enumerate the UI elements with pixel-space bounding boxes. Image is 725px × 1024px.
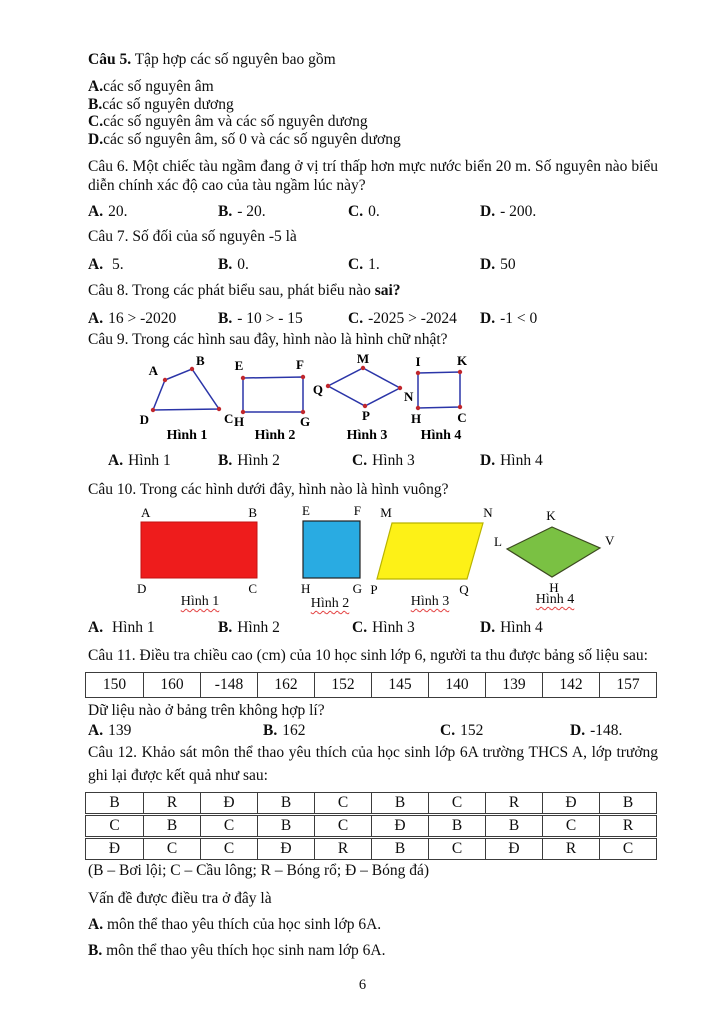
- question-5-text: Tập hợp các số nguyên bao gồm: [134, 51, 336, 68]
- figure-caption: Hình 3: [346, 428, 388, 443]
- question-6-options: [88, 202, 658, 221]
- vertex-label: N: [404, 389, 414, 404]
- vertex-label: E: [302, 505, 310, 518]
- option-text: Hình 1: [111, 619, 155, 636]
- question-9-text: Trong các hình sau đây, hình nào là hình chữ nhật?: [132, 331, 448, 348]
- vertex-label: F: [296, 357, 304, 372]
- vertex-label: G: [299, 414, 311, 429]
- vertex-label: C: [224, 411, 234, 426]
- option-letter: C.: [348, 203, 364, 220]
- option-letter: C.: [88, 113, 104, 130]
- vertex-label: H: [410, 411, 422, 426]
- table-cell: C: [109, 817, 120, 834]
- page-number: 6: [358, 977, 367, 993]
- option-b: [88, 941, 658, 960]
- table-cell: B: [257, 793, 314, 813]
- table-cell: B: [485, 816, 542, 836]
- height-data-table: [85, 672, 657, 698]
- option-a: [88, 915, 658, 934]
- question-5-options: [88, 78, 658, 148]
- option-text: môn thể thao yêu thích của học sinh lớp 6A.: [106, 916, 382, 933]
- table-cell: C: [314, 816, 371, 836]
- table-cell: C: [200, 839, 257, 859]
- option-c: [352, 451, 480, 470]
- figure-green-rhombus: [494, 508, 615, 595]
- vertex-label: P: [370, 582, 378, 597]
- option-a: [88, 202, 218, 221]
- option-text: Hình 2: [237, 452, 280, 469]
- option-d: [480, 618, 658, 637]
- vertex-label: L: [494, 534, 502, 549]
- option-letter: B.: [218, 310, 233, 327]
- table-cell: Đ: [485, 839, 542, 859]
- option-letter: A.: [88, 256, 104, 273]
- figure-rhombus: [313, 353, 414, 443]
- option-letter: D.: [480, 619, 496, 636]
- table-cell: C: [143, 839, 200, 859]
- table-cell: 145: [371, 673, 428, 697]
- table-cell: C: [314, 793, 371, 813]
- vertex-label: Q: [459, 582, 469, 597]
- figure-caption: Hình 4: [420, 428, 462, 443]
- question-7: [88, 227, 658, 246]
- table-cell: B: [257, 816, 314, 836]
- question-12-label: Câu 12.: [88, 744, 137, 761]
- table-cell: C: [428, 793, 485, 813]
- option-letter: B.: [88, 95, 103, 113]
- table-cell: 142: [542, 673, 599, 697]
- option-c: [348, 309, 480, 328]
- vertex-label: N: [483, 505, 493, 520]
- sport-survey-row-1: [85, 792, 657, 814]
- option-b: [218, 451, 352, 470]
- option-text: 152: [460, 722, 484, 739]
- option-letter: C.: [440, 722, 456, 739]
- question-11-options: [88, 721, 658, 740]
- question-9-options: [88, 451, 678, 470]
- option-text: các số nguyên âm và các số nguyên dương: [103, 113, 368, 130]
- option-text: Hình 4: [500, 619, 543, 636]
- table-cell: Đ: [371, 816, 428, 836]
- option-a: [108, 451, 218, 470]
- vertex-label: H: [233, 414, 245, 429]
- table-cell: 139: [485, 673, 542, 697]
- question-11: [88, 646, 658, 665]
- question-11-label: Câu 11.: [88, 647, 136, 664]
- option-letter: B.: [218, 619, 233, 636]
- option-a: [88, 618, 218, 637]
- option-text: các số nguyên âm: [103, 78, 214, 95]
- question-8-label: Câu 8.: [88, 282, 129, 299]
- option-a: [88, 255, 218, 274]
- figure-yellow-parallelogram: [370, 505, 493, 597]
- option-a: [88, 309, 218, 328]
- option-d: [480, 202, 658, 221]
- option-text: các số nguyên âm, số 0 và các số nguyên dương: [103, 130, 401, 148]
- option-letter: A.: [88, 619, 104, 636]
- option-b: [218, 309, 348, 328]
- table-cell: C: [200, 816, 257, 836]
- vertex-label: A: [148, 363, 158, 378]
- option-a: [88, 78, 658, 96]
- option-text: 16 > -2020: [108, 310, 177, 327]
- table-cell: B: [371, 839, 428, 859]
- figure-rectangle: [234, 357, 310, 443]
- figure-caption: Hình 1: [180, 594, 220, 609]
- option-letter: A.: [108, 452, 124, 469]
- option-letter: B.: [263, 722, 278, 739]
- option-letter: D.: [480, 256, 496, 273]
- option-text: -2025 > -2024: [368, 310, 457, 327]
- option-text: - 20.: [237, 203, 266, 220]
- vertex-label: F: [353, 505, 361, 518]
- vertex-label: K: [456, 353, 468, 368]
- figure-caption: Hình 1: [166, 428, 208, 443]
- vertex-label: C: [248, 581, 257, 596]
- option-letter: B.: [218, 452, 233, 469]
- option-d: [88, 131, 658, 149]
- question-10-options: [88, 618, 658, 637]
- vertex-label: M: [380, 505, 392, 520]
- figure-caption: Hình 2: [254, 428, 296, 443]
- table-cell: 160: [143, 673, 200, 697]
- question-8-options: [88, 309, 658, 328]
- sport-legend: (B – Bơi lội; C – Cầu lông; R – Bóng rổ; Đ – Bóng đá): [88, 862, 430, 879]
- table-cell: B: [428, 816, 485, 836]
- table-cell: B: [109, 794, 120, 811]
- option-text: Hình 3: [372, 452, 415, 469]
- figure-square: [411, 353, 468, 443]
- question-7-label: Câu 7.: [88, 228, 129, 245]
- option-c: [440, 721, 570, 740]
- option-letter: C.: [352, 619, 368, 636]
- option-text: 0.: [237, 256, 249, 273]
- option-text: -1 < 0: [500, 310, 538, 327]
- option-text: 1.: [368, 256, 380, 273]
- figure-red-rectangle: [137, 505, 257, 596]
- option-text: Hình 1: [128, 452, 171, 469]
- option-text: Hình 3: [372, 619, 415, 636]
- vertex-label: P: [362, 408, 370, 423]
- table-cell: B: [599, 793, 656, 813]
- question-10-text: Trong các hình dưới đây, hình nào là hình vuông?: [139, 481, 449, 498]
- question-11-followup: Dữ liệu nào ở bảng trên không hợp lí?: [88, 702, 325, 719]
- option-text: 50: [500, 256, 516, 273]
- table-cell: 162: [257, 673, 314, 697]
- option-text: các số nguyên dương: [102, 95, 234, 113]
- option-letter: D.: [480, 452, 496, 469]
- vertex-label: Q: [312, 382, 323, 397]
- option-letter: B.: [218, 256, 233, 273]
- question-10: [88, 480, 658, 499]
- table-cell: 157: [599, 673, 656, 697]
- question-9: [88, 330, 658, 349]
- option-letter: B.: [218, 203, 233, 220]
- figure-caption: Hình 3: [410, 594, 450, 609]
- option-letter: D.: [570, 722, 586, 739]
- option-letter: A.: [88, 203, 104, 220]
- vertex-label: H: [301, 581, 311, 596]
- option-d: [480, 451, 678, 470]
- option-letter: C.: [352, 452, 368, 469]
- figure-blue-square: [301, 505, 362, 596]
- option-b: [218, 618, 352, 637]
- table-cell: Đ: [108, 840, 121, 857]
- figure-caption: Hình 4: [535, 592, 575, 607]
- vertex-label: G: [352, 581, 362, 596]
- option-letter: C.: [348, 256, 364, 273]
- table-cell: C: [599, 839, 656, 859]
- option-letter: A.: [88, 310, 104, 327]
- table-cell: C: [428, 839, 485, 859]
- question-12: [88, 741, 658, 787]
- option-letter: A.: [88, 78, 104, 95]
- table-cell: R: [542, 839, 599, 859]
- question-8-text: Trong các phát biểu sau, phát biểu nào: [132, 282, 371, 299]
- figure-caption: Hình 2: [310, 596, 350, 611]
- option-c: [348, 255, 480, 274]
- sport-survey-row-2: [85, 815, 657, 837]
- question-9-figures: [135, 353, 535, 445]
- question-5-label: Câu 5.: [88, 51, 132, 68]
- option-letter: C.: [348, 310, 364, 327]
- option-a: [88, 721, 263, 740]
- table-cell: 140: [428, 673, 485, 697]
- option-text: 20.: [108, 203, 128, 220]
- table-cell: 150: [102, 676, 127, 693]
- table-cell: Đ: [200, 793, 257, 813]
- option-text: -148.: [590, 722, 623, 739]
- vertex-label: D: [137, 581, 147, 596]
- table-cell: B: [143, 816, 200, 836]
- option-d: [570, 721, 658, 740]
- option-text: 162: [282, 722, 306, 739]
- question-10-figures: [120, 505, 700, 600]
- question-10-label: Câu 10.: [88, 481, 137, 498]
- table-cell: 152: [314, 673, 371, 697]
- vertex-label: M: [356, 353, 370, 366]
- option-letter: A.: [88, 722, 104, 739]
- table-cell: C: [542, 816, 599, 836]
- question-8: [88, 281, 658, 300]
- option-b: [263, 721, 440, 740]
- question-5: [88, 50, 658, 148]
- question-12-followup: Vấn đề được điều tra ở đây là: [88, 890, 272, 907]
- option-d: [480, 255, 658, 274]
- sport-survey-row-3: [85, 838, 657, 860]
- question-7-text: Số đối của số nguyên -5 là: [132, 228, 297, 245]
- question-6-label: Câu 6.: [88, 158, 129, 175]
- option-text: 5.: [111, 256, 124, 273]
- vertex-label: V: [605, 533, 615, 548]
- table-cell: R: [143, 793, 200, 813]
- option-c: [88, 113, 658, 131]
- option-c: [348, 202, 480, 221]
- table-cell: R: [485, 793, 542, 813]
- option-letter: D.: [480, 203, 496, 220]
- table-cell: R: [314, 839, 371, 859]
- question-8-text-bold: sai?: [374, 282, 401, 299]
- question-9-label: Câu 9.: [88, 331, 129, 348]
- table-cell: R: [599, 816, 656, 836]
- vertex-label: B: [196, 353, 205, 368]
- option-letter: D.: [480, 310, 496, 327]
- vertex-label: D: [139, 412, 149, 427]
- table-cell: Đ: [542, 793, 599, 813]
- vertex-label: I: [415, 354, 421, 369]
- vertex-label: K: [546, 508, 556, 523]
- option-text: Hình 4: [500, 452, 543, 469]
- option-text: môn thể thao yêu thích học sinh nam lớp 6A.: [106, 942, 386, 959]
- figure-quadrilateral: [140, 353, 234, 443]
- vertex-label: H: [549, 580, 559, 595]
- question-5-heading: [88, 50, 658, 69]
- question-6: [88, 157, 658, 195]
- table-cell: -148: [200, 673, 257, 697]
- vertex-label: A: [141, 505, 151, 520]
- option-text: 139: [108, 722, 132, 739]
- vertex-label: C: [457, 410, 467, 425]
- question-7-options: [88, 255, 658, 274]
- question-6-text: Một chiếc tàu ngầm đang ở vị trí thấp hơn mực nước biển 20 m. Số nguyên nào biểu diễn chính xác độ cao của tàu ngầm lúc này?: [88, 158, 659, 194]
- option-b: [218, 202, 348, 221]
- option-letter: A.: [88, 916, 104, 933]
- vertex-label: B: [248, 505, 257, 520]
- question-12-text: Khảo sát môn thể thao yêu thích của học sinh lớp 6A trường THCS A, lớp trưởng ghi lại được kết quả như sau:: [88, 744, 659, 784]
- option-b: [88, 96, 658, 114]
- table-cell: Đ: [257, 839, 314, 859]
- question-11-text: Điều tra chiều cao (cm) của 10 học sinh lớp 6, người ta thu được bảng số liệu sau:: [139, 647, 648, 664]
- option-text: Hình 2: [237, 619, 280, 636]
- option-text: 0.: [368, 203, 380, 220]
- option-b: [218, 255, 348, 274]
- option-letter: D.: [88, 130, 104, 148]
- option-d: [480, 309, 658, 328]
- table-cell: B: [371, 793, 428, 813]
- option-text: - 200.: [500, 203, 537, 220]
- option-c: [352, 618, 480, 637]
- option-letter: B.: [88, 942, 103, 959]
- option-text: - 10 > - 15: [237, 310, 303, 327]
- vertex-label: E: [234, 358, 244, 373]
